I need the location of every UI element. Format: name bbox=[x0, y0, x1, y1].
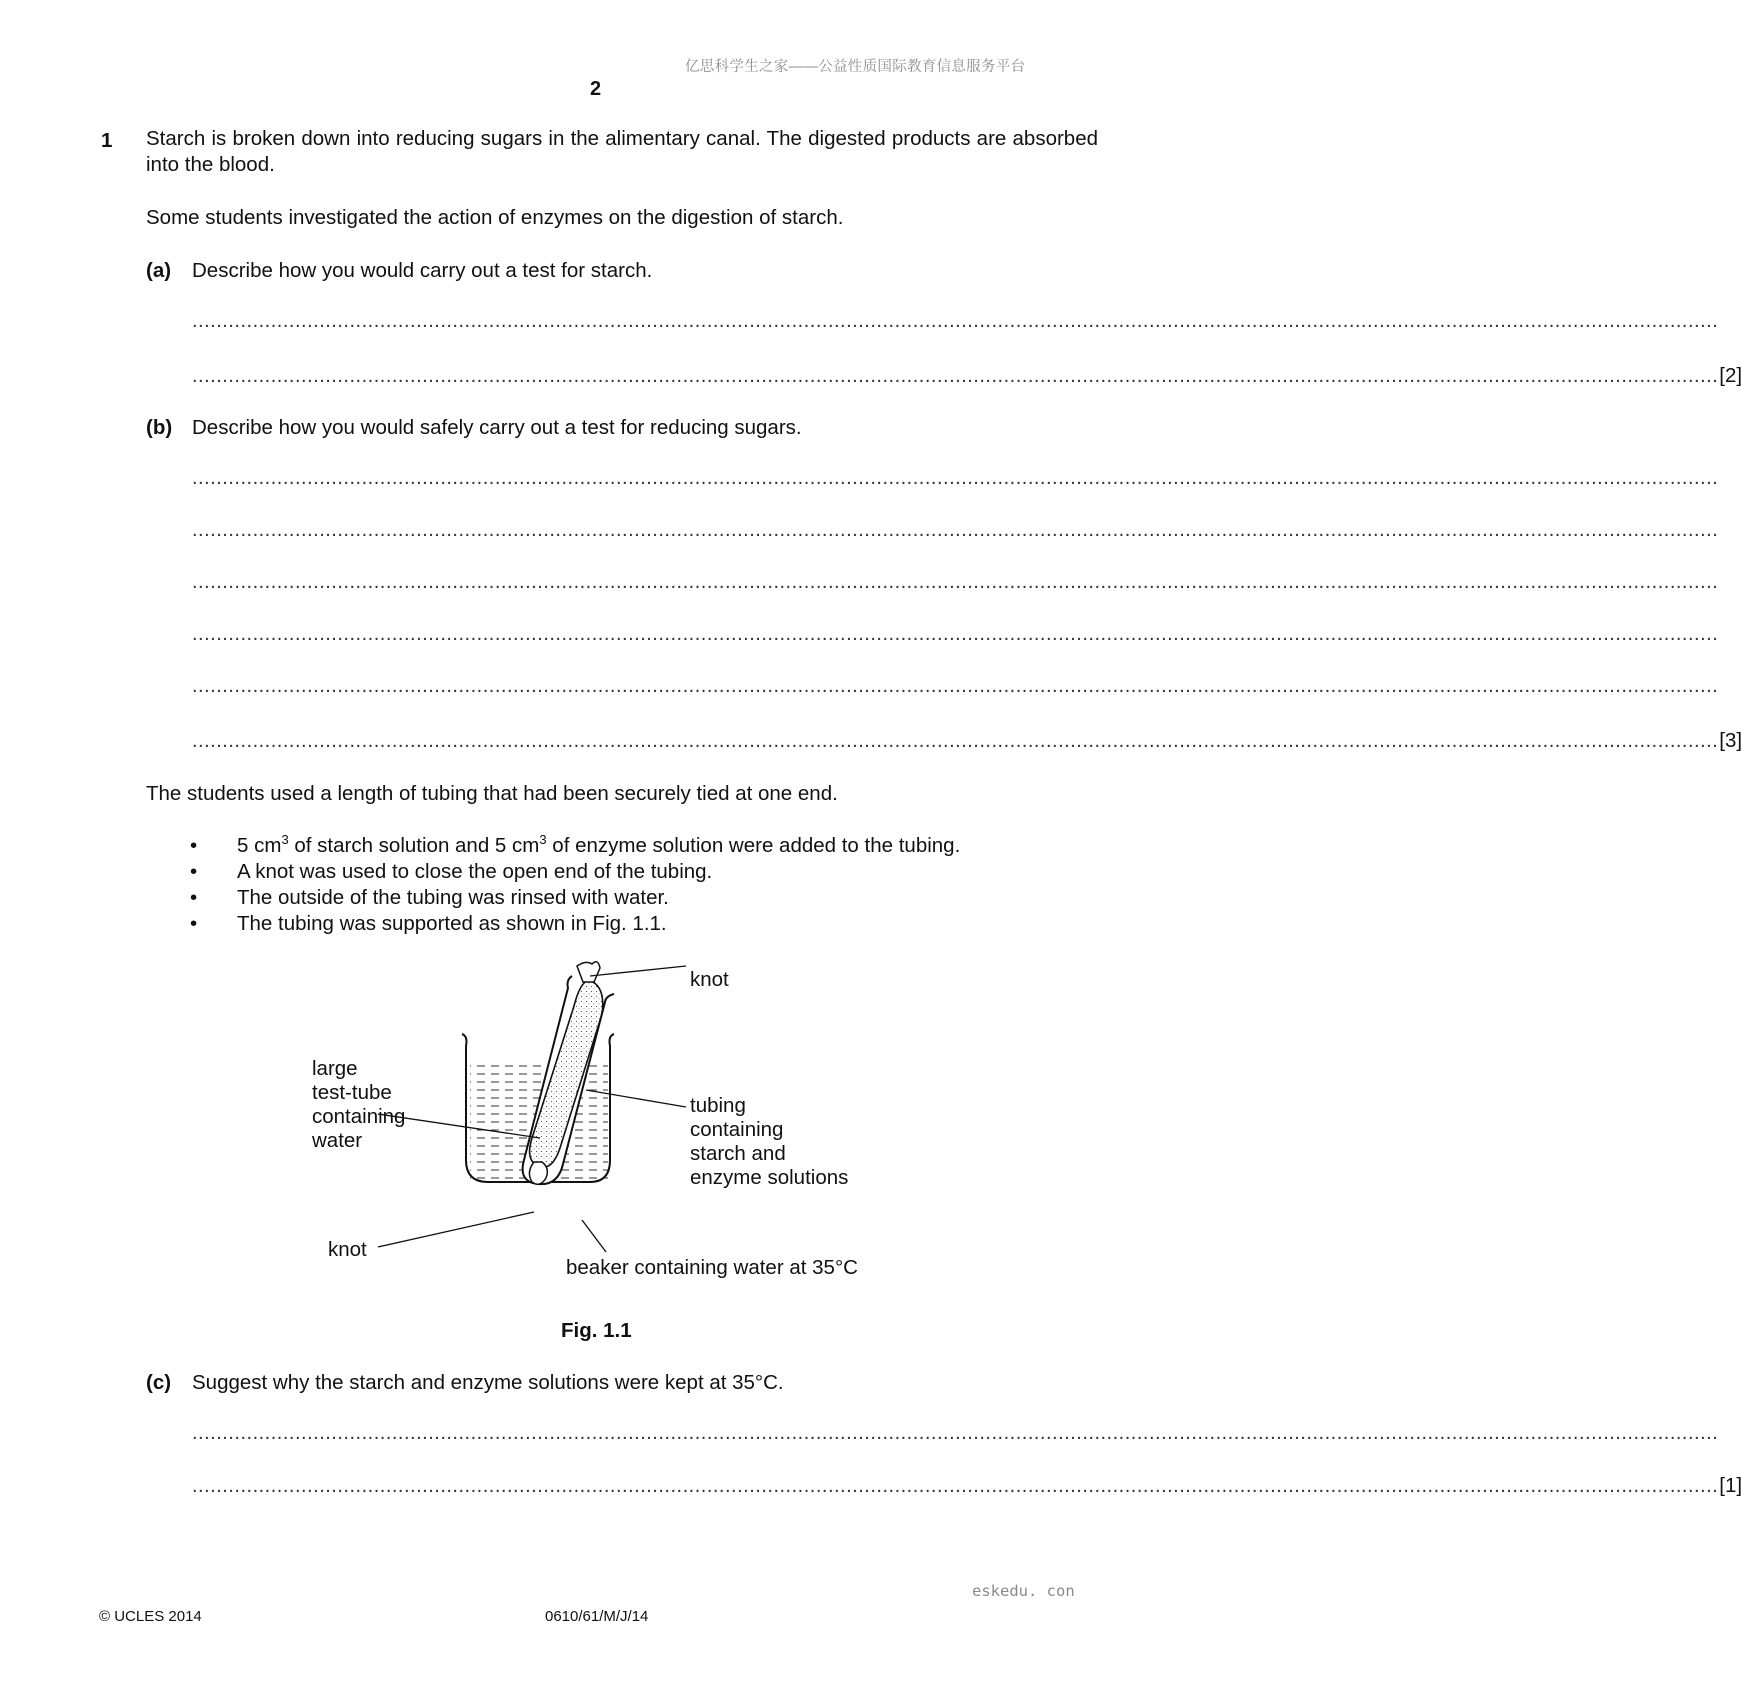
label-test-tube: containing bbox=[312, 1105, 406, 1128]
answer-line[interactable]: ............................................................................................................................................................................................................................................................ bbox=[192, 1422, 1719, 1444]
bullet-symbol: • bbox=[190, 912, 198, 935]
leader-line bbox=[582, 1220, 606, 1252]
part-a-label: (a) bbox=[146, 259, 172, 282]
bullet-item-2: A knot was used to close the open end of the tubing. bbox=[237, 860, 713, 883]
bullet-1-pre: 5 cm bbox=[237, 834, 282, 857]
bullet-symbol: • bbox=[190, 834, 198, 857]
bullet-symbol: • bbox=[190, 860, 198, 883]
knot-top bbox=[577, 962, 600, 982]
part-c-label: (c) bbox=[146, 1371, 172, 1394]
header-watermark: 亿思科学生之家——公益性质国际教育信息服务平台 bbox=[685, 59, 1026, 75]
bullet-1-mid: of starch solution and 5 cm bbox=[288, 834, 540, 857]
label-tubing: tubing bbox=[690, 1094, 746, 1117]
part-c-marks: [1] bbox=[1719, 1474, 1742, 1497]
part-b-label: (b) bbox=[146, 416, 173, 439]
part-a-marks: [2] bbox=[1719, 364, 1742, 387]
leader-line bbox=[590, 966, 686, 976]
question-intro: Starch is broken down into reducing sugars in the alimentary canal. The digested products are absorbed into the blood. bbox=[146, 127, 1098, 176]
answer-line[interactable]: ............................................................................................................................................................................................................................................................ bbox=[192, 310, 1719, 332]
method-intro: The students used a length of tubing that had been securely tied at one end. bbox=[146, 782, 838, 805]
answer-line[interactable]: ............................................................................................................................................................................................................................................................ bbox=[192, 675, 1719, 697]
label-tubing: starch and bbox=[690, 1142, 786, 1165]
figure-caption: Fig. 1.1 bbox=[561, 1319, 632, 1342]
part-c-text: Suggest why the starch and enzyme solutions were kept at 35°C. bbox=[192, 1371, 784, 1394]
label-tubing: enzyme solutions bbox=[690, 1166, 849, 1189]
answer-line-dots: ............................................................................................................................................................................................................................................................ bbox=[192, 1475, 1719, 1497]
bullet-1-post: of enzyme solution were added to the tubing. bbox=[546, 834, 961, 857]
answer-line-last[interactable] bbox=[192, 727, 1742, 753]
label-test-tube: test-tube bbox=[312, 1081, 392, 1104]
part-b-marks: [3] bbox=[1719, 729, 1742, 752]
part-b-text: Describe how you would safely carry out a test for reducing sugars. bbox=[192, 416, 802, 439]
answer-line-last[interactable] bbox=[192, 1472, 1742, 1498]
knot-bottom bbox=[529, 1162, 547, 1184]
answer-line[interactable]: ............................................................................................................................................................................................................................................................ bbox=[192, 467, 1719, 489]
label-test-tube: water bbox=[312, 1129, 363, 1152]
footer-copyright: © UCLES 2014 bbox=[99, 1608, 202, 1625]
answer-line[interactable]: ............................................................................................................................................................................................................................................................ bbox=[192, 623, 1719, 645]
bullet-item-3: The outside of the tubing was rinsed with water. bbox=[237, 886, 669, 909]
superscript: 3 bbox=[539, 832, 547, 848]
question-intro-2: Some students investigated the action of enzymes on the digestion of starch. bbox=[146, 206, 844, 229]
label-tubing: containing bbox=[690, 1118, 784, 1141]
answer-line-last[interactable] bbox=[192, 362, 1742, 388]
question-number: 1 bbox=[101, 129, 113, 152]
figure-apparatus bbox=[0, 950, 1191, 1280]
answer-line-dots: ............................................................................................................................................................................................................................................................ bbox=[192, 365, 1719, 387]
superscript: 3 bbox=[281, 832, 289, 848]
footer-watermark: eskedu. con bbox=[972, 1582, 1075, 1600]
bullet-symbol: • bbox=[190, 886, 198, 909]
leader-line bbox=[378, 1212, 534, 1247]
answer-line[interactable]: ............................................................................................................................................................................................................................................................ bbox=[192, 519, 1719, 541]
label-knot-bottom: knot bbox=[328, 1238, 367, 1261]
answer-line-dots: ............................................................................................................................................................................................................................................................ bbox=[192, 730, 1719, 752]
label-knot-top: knot bbox=[690, 968, 729, 991]
answer-line[interactable]: ............................................................................................................................................................................................................................................................ bbox=[192, 571, 1719, 593]
label-beaker: beaker containing water at 35°C bbox=[566, 1256, 858, 1279]
bullet-item-4: The tubing was supported as shown in Fig. 1.1. bbox=[237, 912, 667, 935]
label-test-tube: large bbox=[312, 1057, 358, 1080]
bullet-item-1 bbox=[237, 833, 960, 859]
footer-code: 0610/61/M/J/14 bbox=[545, 1608, 649, 1625]
page-number: 2 bbox=[590, 78, 602, 100]
part-a-text: Describe how you would carry out a test for starch. bbox=[192, 259, 653, 282]
